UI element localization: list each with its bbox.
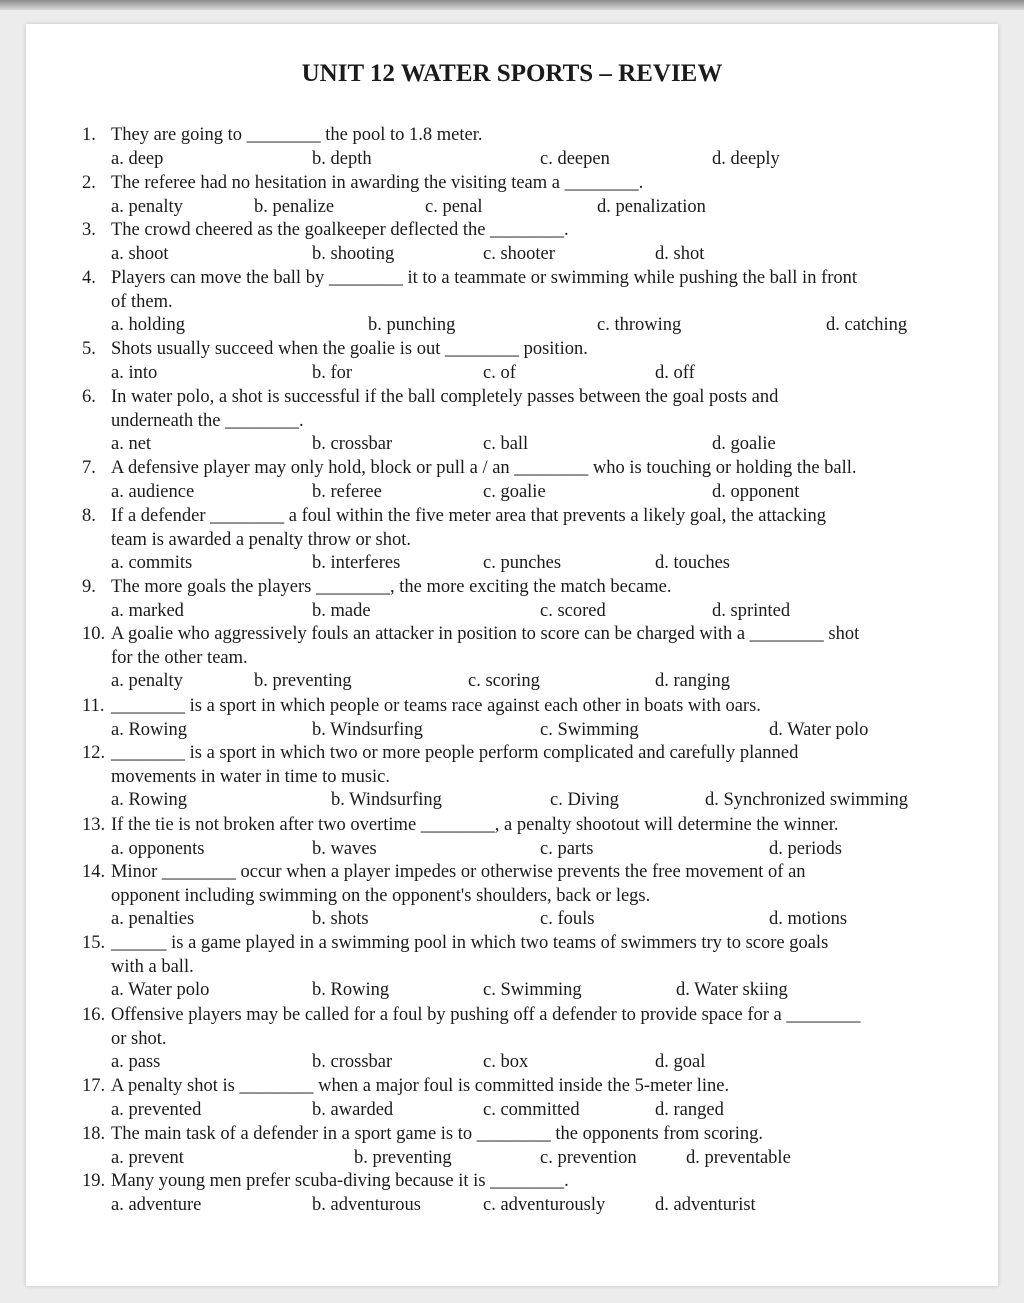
question-stem: Offensive players may be called for a foul by pushing off a defender to provide space for a ________: [111, 1005, 861, 1025]
answer-option-b[interactable]: b. Windsurfing: [331, 790, 442, 810]
answer-option-a[interactable]: a. pass: [111, 1052, 161, 1072]
answer-option-c[interactable]: c. of: [483, 363, 516, 383]
answer-option-a[interactable]: a. shoot: [111, 244, 169, 264]
question-stem: A goalie who aggressively fouls an attacker in position to score can be charged with a ________ shot: [111, 624, 860, 644]
answer-option-d[interactable]: d. goal: [655, 1052, 706, 1072]
question-stem: Shots usually succeed when the goalie is out ________ position.: [111, 339, 588, 359]
answer-option-a[interactable]: a. marked: [111, 601, 184, 621]
answer-option-d[interactable]: d. sprinted: [712, 601, 791, 621]
answer-option-b[interactable]: b. made: [312, 601, 371, 621]
answer-option-d[interactable]: d. opponent: [712, 482, 800, 502]
answer-option-b[interactable]: b. penalize: [254, 197, 335, 217]
question-number: 12.: [82, 743, 106, 763]
answer-option-c[interactable]: c. ball: [483, 434, 529, 454]
question-number: 2.: [82, 173, 96, 193]
question-stem-continued: team is awarded a penalty throw or shot.: [111, 530, 412, 550]
answer-option-d[interactable]: d. preventable: [686, 1148, 791, 1168]
question-number: 9.: [82, 577, 96, 597]
question-stem: If the tie is not broken after two overtime ________, a penalty shootout will determine the winner.: [111, 815, 839, 835]
question-number: 11.: [82, 696, 105, 716]
question-stem: The main task of a defender in a sport game is to ________ the opponents from scoring.: [111, 1124, 763, 1144]
page-title: UNIT 12 WATER SPORTS – REVIEW: [301, 60, 723, 87]
question-stem: A defensive player may only hold, block or pull a / an ________ who is touching or holding the ball.: [111, 458, 857, 478]
answer-option-b[interactable]: b. crossbar: [312, 1052, 393, 1072]
answer-option-d[interactable]: d. touches: [655, 553, 731, 573]
answer-option-d[interactable]: d. periods: [769, 839, 842, 859]
question-stem: Many young men prefer scuba-diving because it is ________.: [111, 1171, 569, 1191]
answer-option-b[interactable]: b. Windsurfing: [312, 720, 423, 740]
answer-option-d[interactable]: d. motions: [769, 909, 848, 929]
answer-option-b[interactable]: b. punching: [368, 315, 456, 335]
question-stem: The more goals the players ________, the more exciting the match became.: [111, 577, 672, 597]
question-stem: The crowd cheered as the goalkeeper deflected the ________.: [111, 220, 569, 240]
answer-option-d[interactable]: d. ranging: [655, 671, 731, 691]
answer-option-a[interactable]: a. adventure: [111, 1195, 202, 1215]
question-stem-continued: movements in water in time to music.: [111, 767, 390, 787]
answer-option-b[interactable]: b. shots: [312, 909, 369, 929]
answer-option-a[interactable]: a. opponents: [111, 839, 205, 859]
answer-option-d[interactable]: d. catching: [826, 315, 908, 335]
question-number: 10.: [82, 624, 106, 644]
answer-option-c[interactable]: c. prevention: [540, 1148, 637, 1168]
answer-option-b[interactable]: b. preventing: [354, 1148, 452, 1168]
question-stem-continued: of them.: [111, 292, 173, 312]
question-stem: The referee had no hesitation in awarding the visiting team a ________.: [111, 173, 644, 193]
question-number: 19.: [82, 1171, 106, 1191]
answer-option-d[interactable]: d. penalization: [597, 197, 706, 217]
question-stem: In water polo, a shot is successful if the ball completely passes between the goal posts and: [111, 387, 779, 407]
answer-option-c[interactable]: c. parts: [540, 839, 594, 859]
question-stem: ________ is a sport in which two or more people perform complicated and carefully planned: [111, 743, 799, 763]
answer-option-b[interactable]: b. for: [312, 363, 353, 383]
question-stem: They are going to ________ the pool to 1.8 meter.: [111, 125, 483, 145]
answer-option-c[interactable]: c. punches: [483, 553, 562, 573]
answer-option-d[interactable]: d. goalie: [712, 434, 776, 454]
question-stem: ______ is a game played in a swimming pool in which two teams of swimmers try to score goals: [111, 933, 829, 953]
answer-option-b[interactable]: b. waves: [312, 839, 377, 859]
question-number: 14.: [82, 862, 106, 882]
question-stem-continued: with a ball.: [111, 957, 194, 977]
question-number: 15.: [82, 933, 106, 953]
answer-option-c[interactable]: c. deepen: [540, 149, 610, 169]
question-number: 8.: [82, 506, 96, 526]
answer-option-a[interactable]: a. prevented: [111, 1100, 202, 1120]
answer-option-d[interactable]: d. Water polo: [769, 720, 869, 740]
answer-option-b[interactable]: b. referee: [312, 482, 382, 502]
answer-option-b[interactable]: b. preventing: [254, 671, 352, 691]
answer-option-a[interactable]: a. Rowing: [111, 720, 188, 740]
answer-option-d[interactable]: d. ranged: [655, 1100, 724, 1120]
answer-option-c[interactable]: c. shooter: [483, 244, 555, 264]
answer-option-c[interactable]: c. box: [483, 1052, 529, 1072]
question-number: 5.: [82, 339, 96, 359]
question-number: 7.: [82, 458, 96, 478]
question-number: 4.: [82, 268, 96, 288]
answer-option-a[interactable]: a. commits: [111, 553, 193, 573]
question-stem: A penalty shot is ________ when a major foul is committed inside the 5-meter line.: [111, 1076, 730, 1096]
answer-option-a[interactable]: a. penalty: [111, 197, 183, 217]
answer-option-d[interactable]: d. deeply: [712, 149, 780, 169]
answer-option-c[interactable]: c. scored: [540, 601, 606, 621]
answer-option-b[interactable]: b. adventurous: [312, 1195, 421, 1215]
answer-option-c[interactable]: c. adventurously: [483, 1195, 606, 1215]
question-stem-continued: for the other team.: [111, 648, 248, 668]
question-stem-continued: opponent including swimming on the opponent's shoulders, back or legs.: [111, 886, 651, 906]
answer-option-b[interactable]: b. shooting: [312, 244, 395, 264]
answer-option-a[interactable]: a. deep: [111, 149, 164, 169]
answer-option-a[interactable]: a. penalty: [111, 671, 183, 691]
answer-option-d[interactable]: d. off: [655, 363, 695, 383]
answer-option-c[interactable]: c. goalie: [483, 482, 546, 502]
answer-option-a[interactable]: a. into: [111, 363, 158, 383]
answer-option-c[interactable]: c. throwing: [597, 315, 682, 335]
answer-option-b[interactable]: b. interferes: [312, 553, 401, 573]
answer-option-a[interactable]: a. net: [111, 434, 152, 454]
question-number: 18.: [82, 1124, 106, 1144]
answer-option-d[interactable]: d. adventurist: [655, 1195, 756, 1215]
answer-option-b[interactable]: b. depth: [312, 149, 372, 169]
answer-option-b[interactable]: b. crossbar: [312, 434, 393, 454]
answer-option-a[interactable]: a. penalties: [111, 909, 195, 929]
question-stem: ________ is a sport in which people or teams race against each other in boats with oars.: [111, 696, 761, 716]
answer-option-c[interactable]: c. committed: [483, 1100, 580, 1120]
answer-option-a[interactable]: a. holding: [111, 315, 185, 335]
question-number: 1.: [82, 125, 96, 145]
answer-option-b[interactable]: b. Rowing: [312, 980, 390, 1000]
question-stem: Minor ________ occur when a player impedes or otherwise prevents the free movement of an: [111, 862, 806, 882]
answer-option-a[interactable]: a. prevent: [111, 1148, 184, 1168]
question-number: 13.: [82, 815, 106, 835]
answer-option-c[interactable]: c. Swimming: [540, 720, 639, 740]
answer-option-d[interactable]: d. Synchronized swimming: [705, 790, 908, 810]
answer-option-a[interactable]: a. Rowing: [111, 790, 188, 810]
question-stem: If a defender ________ a foul within the five meter area that prevents a likely goal, the attacking: [111, 506, 827, 526]
question-number: 16.: [82, 1005, 106, 1025]
answer-option-c[interactable]: c. Diving: [550, 790, 619, 810]
question-number: 3.: [82, 220, 96, 240]
answer-option-c[interactable]: c. penal: [425, 197, 483, 217]
answer-option-d[interactable]: d. shot: [655, 244, 705, 264]
question-stem-continued: or shot.: [111, 1029, 167, 1049]
answer-option-c[interactable]: c. Swimming: [483, 980, 582, 1000]
answer-option-c[interactable]: c. scoring: [468, 671, 540, 691]
answer-option-a[interactable]: a. Water polo: [111, 980, 210, 1000]
question-stem: Players can move the ball by ________ it to a teammate or swimming while pushing the ball in front: [111, 268, 858, 288]
answer-option-a[interactable]: a. audience: [111, 482, 195, 502]
question-number: 6.: [82, 387, 96, 407]
answer-option-d[interactable]: d. Water skiing: [676, 980, 788, 1000]
question-stem-continued: underneath the ________.: [111, 411, 304, 431]
question-number: 17.: [82, 1076, 106, 1096]
answer-option-b[interactable]: b. awarded: [312, 1100, 394, 1120]
answer-option-c[interactable]: c. fouls: [540, 909, 595, 929]
